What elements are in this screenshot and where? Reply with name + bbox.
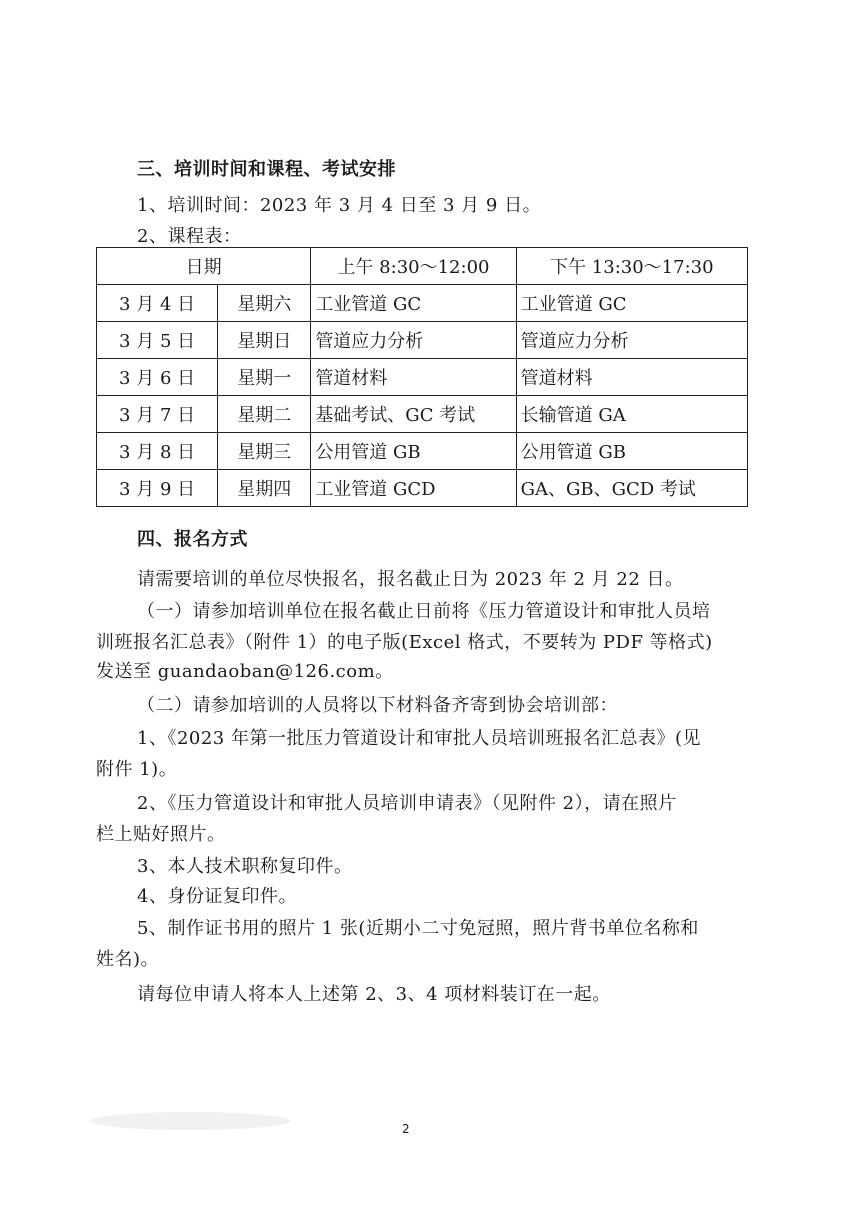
scan-smudge bbox=[90, 1112, 290, 1130]
row-weekday: 星期一 bbox=[218, 359, 311, 396]
table-row bbox=[97, 396, 748, 433]
row-pm-course: 工业管道 GC bbox=[516, 285, 747, 322]
paragraph-line: （一）请参加培训单位在报名截止日前将《压力管道设计和审批人员培 bbox=[137, 601, 711, 622]
section-3-heading: 三、培训时间和课程、考试安排 bbox=[137, 159, 396, 180]
row-date: 3 月 6 日 bbox=[97, 359, 218, 396]
table-row bbox=[97, 322, 748, 359]
row-weekday: 星期二 bbox=[218, 396, 311, 433]
row-weekday: 星期六 bbox=[218, 285, 311, 322]
row-am-course: 基础考试、GC 考试 bbox=[311, 396, 516, 433]
table-row bbox=[97, 285, 748, 322]
row-date: 3 月 8 日 bbox=[97, 433, 218, 470]
row-date: 3 月 5 日 bbox=[97, 322, 218, 359]
paragraph-line: 5、制作证书用的照片 1 张(近期小二寸免冠照，照片背书单位名称和 bbox=[137, 918, 699, 939]
section-4-heading: 四、报名方式 bbox=[137, 529, 248, 550]
paragraph-line: 1、《2023 年第一批压力管道设计和审批人员培训班报名汇总表》(见 bbox=[137, 728, 702, 749]
schedule-label: 2、课程表： bbox=[137, 226, 242, 247]
paragraph-line: 训班报名汇总表》（附件 1）的电子版(Excel 格式，不要转为 PDF 等格式) bbox=[96, 632, 713, 653]
header-date: 日期 bbox=[97, 248, 311, 285]
table-row bbox=[97, 433, 748, 470]
row-am-course: 工业管道 GCD bbox=[311, 470, 516, 507]
paragraph-line: （二）请参加培训的人员将以下材料备齐寄到协会培训部： bbox=[137, 695, 618, 716]
paragraph-line: 请需要培训的单位尽快报名，报名截止日为 2023 年 2 月 22 日。 bbox=[137, 569, 684, 590]
row-date: 3 月 9 日 bbox=[97, 470, 218, 507]
row-pm-course: 管道应力分析 bbox=[516, 322, 747, 359]
schedule-table bbox=[96, 247, 748, 507]
row-date: 3 月 7 日 bbox=[97, 396, 218, 433]
table-header-row bbox=[97, 248, 748, 285]
page-number: 2 bbox=[402, 1122, 410, 1136]
paragraph-line: 附件 1)。 bbox=[96, 759, 178, 780]
row-pm-course: 公用管道 GB bbox=[516, 433, 747, 470]
row-am-course: 工业管道 GC bbox=[311, 285, 516, 322]
row-am-course: 管道应力分析 bbox=[311, 322, 516, 359]
paragraph-line: 发送至 guandaoban@126.com。 bbox=[96, 661, 394, 682]
row-weekday: 星期日 bbox=[218, 322, 311, 359]
header-am: 上午 8:30～12:00 bbox=[311, 248, 516, 285]
row-pm-course: 长输管道 GA bbox=[516, 396, 747, 433]
paragraph-line: 4、身份证复印件。 bbox=[137, 886, 297, 907]
row-pm-course: 管道材料 bbox=[516, 359, 747, 396]
row-date: 3 月 4 日 bbox=[97, 285, 218, 322]
row-pm-course: GA、GB、GCD 考试 bbox=[516, 470, 747, 507]
row-weekday: 星期四 bbox=[218, 470, 311, 507]
table-row bbox=[97, 359, 748, 396]
header-pm: 下午 13:30～17:30 bbox=[516, 248, 747, 285]
paragraph-line: 2、《压力管道设计和审批人员培训申请表》（见附件 2），请在照片 bbox=[137, 793, 677, 814]
row-am-course: 公用管道 GB bbox=[311, 433, 516, 470]
paragraph-line: 请每位申请人将本人上述第 2、3、4 项材料装订在一起。 bbox=[137, 984, 611, 1005]
paragraph-line: 栏上贴好照片。 bbox=[96, 824, 226, 845]
training-time-line: 1、培训时间：2023 年 3 月 4 日至 3 月 9 日。 bbox=[137, 195, 542, 216]
table-row bbox=[97, 470, 748, 507]
paragraph-line: 3、本人技术职称复印件。 bbox=[137, 856, 353, 877]
row-am-course: 管道材料 bbox=[311, 359, 516, 396]
paragraph-line: 姓名)。 bbox=[96, 949, 160, 970]
row-weekday: 星期三 bbox=[218, 433, 311, 470]
